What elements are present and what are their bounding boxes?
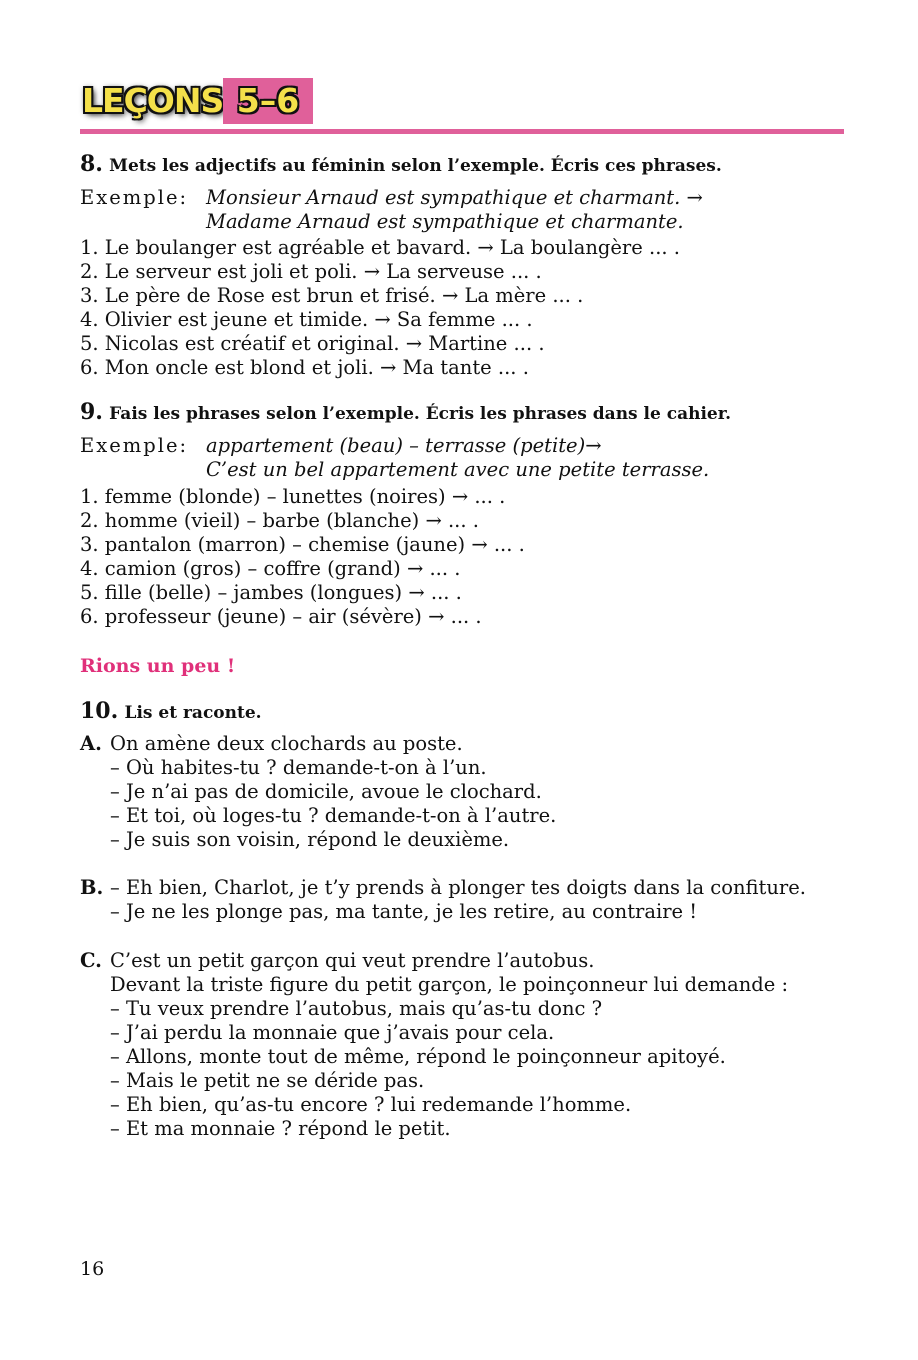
story-line: – Où habites-tu ? demande-t-on à l’un. (110, 756, 487, 779)
exercise-8-heading (80, 152, 722, 178)
exercise-9-example-answer (206, 458, 709, 482)
exercise-8-example (80, 186, 703, 210)
example-text: appartement (beau) – terrasse (petite)→ (206, 434, 602, 457)
story-letter: A. (80, 732, 102, 755)
story-line: – Eh bien, Charlot, je t’y prends à plonger tes doigts dans la confiture. (110, 876, 806, 899)
story-letter: B. (80, 876, 104, 899)
example-label: Exemple: (80, 186, 189, 209)
exercise-9-example (80, 434, 602, 458)
exercise-title: Lis et raconte. (124, 703, 262, 723)
story-line: Devant la triste figure du petit garçon, le poinçonneur lui demande : (110, 973, 789, 996)
example-label: Exemple: (80, 434, 189, 457)
story-letter: C. (80, 949, 102, 972)
exercise-9-item: 1. femme (blonde) – lunettes (noires) → ... . (80, 485, 506, 508)
exercise-title: Fais les phrases selon l’exemple. Écris les phrases dans le cahier. (109, 404, 732, 424)
story-c-first-line (80, 949, 595, 973)
exercise-number: 8. (80, 151, 103, 177)
exercise-number: 10. (80, 698, 119, 724)
exercise-9-item: 6. professeur (jeune) – air (sévère) → ... . (80, 605, 482, 628)
exercise-8-item: 5. Nicolas est créatif et original. → Martine ... . (80, 332, 545, 355)
story-line: – Mais le petit ne se déride pas. (110, 1069, 425, 1092)
exercise-9-item: 3. pantalon (marron) – chemise (jaune) → ... . (80, 533, 525, 556)
header-divider (80, 129, 844, 134)
story-line: – Et toi, où loges-tu ? demande-t-on à l’autre. (110, 804, 557, 827)
story-line: – Je ne les plonge pas, ma tante, je les retire, au contraire ! (110, 900, 698, 923)
page-number: 16 (80, 1258, 105, 1280)
exercise-8-item: 4. Olivier est jeune et timide. → Sa femme ... . (80, 308, 533, 331)
exercise-number: 9. (80, 399, 103, 425)
story-line: – Allons, monte tout de même, répond le poinçonneur apitoyé. (110, 1045, 726, 1068)
exercise-10-heading (80, 699, 262, 725)
exercise-9-item: 2. homme (vieil) – barbe (blanche) → ... . (80, 509, 479, 532)
story-a-first-line (80, 732, 463, 756)
story-line: On amène deux clochards au poste. (110, 732, 463, 755)
story-line: C’est un petit garçon qui veut prendre l’autobus. (110, 949, 595, 972)
exercise-9-item: 5. fille (belle) – jambes (longues) → ... . (80, 581, 462, 604)
exercise-9-heading (80, 400, 731, 426)
exercise-8-item: 6. Mon oncle est blond et joli. → Ma tante ... . (80, 356, 529, 379)
exercise-title: Mets les adjectifs au féminin selon l’exemple. Écris ces phrases. (109, 156, 722, 176)
exercise-8-item: 1. Le boulanger est agréable et bavard. → La boulangère ... . (80, 236, 680, 259)
exercise-8-example-answer (206, 210, 684, 234)
example-answer: C’est un bel appartement avec une petite terrasse. (206, 458, 710, 481)
lessons-range-badge: 5–6 (223, 78, 313, 124)
example-text: Monsieur Arnaud est sympathique et charmant. → (206, 186, 703, 209)
story-line: – Tu veux prendre l’autobus, mais qu’as-tu donc ? (110, 997, 603, 1020)
exercise-8-item: 3. Le père de Rose est brun et frisé. → La mère ... . (80, 284, 584, 307)
section-title: Rions un peu ! (80, 655, 236, 677)
exercise-8-item: 2. Le serveur est joli et poli. → La serveuse ... . (80, 260, 542, 283)
story-line: – Je n’ai pas de domicile, avoue le clochard. (110, 780, 542, 803)
story-line: – Eh bien, qu’as-tu encore ? lui redemande l’homme. (110, 1093, 632, 1116)
story-b-first-line (80, 876, 806, 900)
story-line: – Et ma monnaie ? répond le petit. (110, 1117, 451, 1140)
story-line: – J’ai perdu la monnaie que j’avais pour cela. (110, 1021, 555, 1044)
story-line: – Je suis son voisin, répond le deuxième. (110, 828, 510, 851)
example-answer: Madame Arnaud est sympathique et charmante. (206, 210, 684, 233)
exercise-9-item: 4. camion (gros) – coffre (grand) → ... . (80, 557, 461, 580)
lessons-label: LEÇONS (82, 81, 224, 120)
